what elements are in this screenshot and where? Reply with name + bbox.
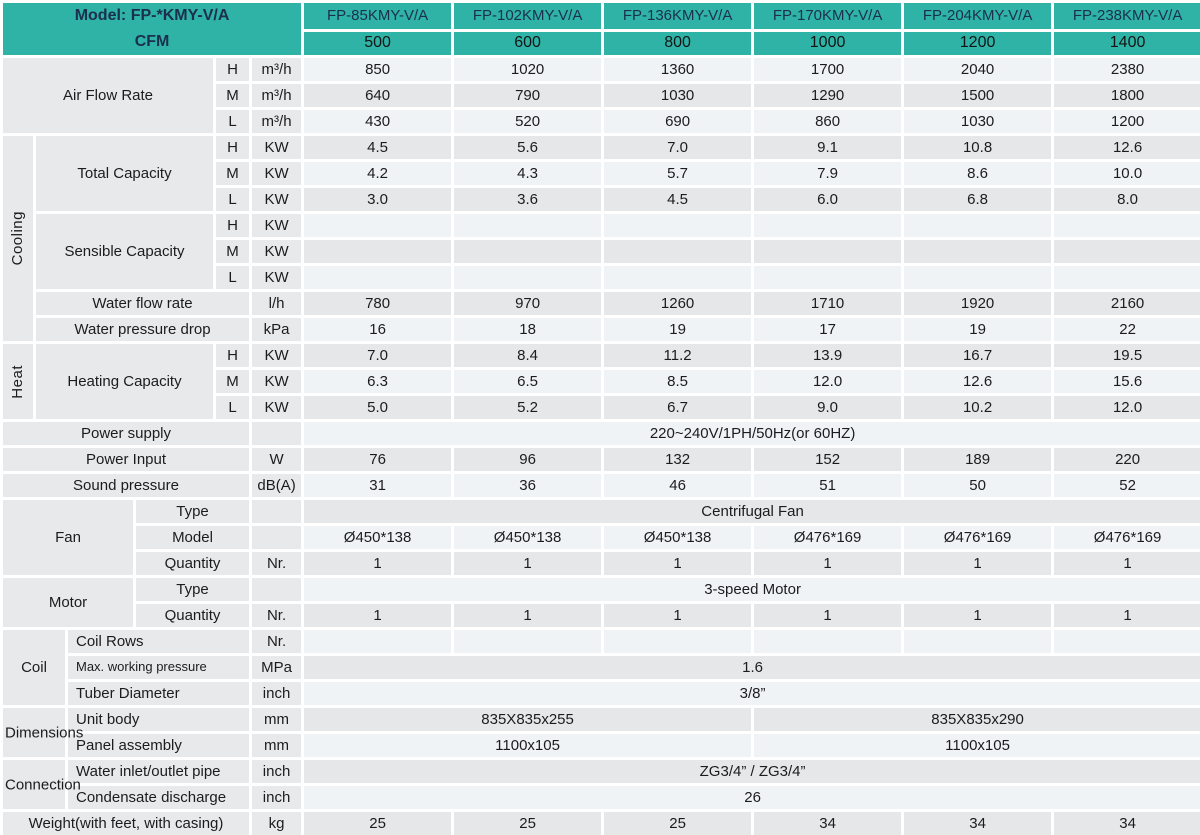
value-cell: 6.3 (303, 369, 453, 395)
value-cell (903, 265, 1053, 291)
value-cell: 1360 (603, 57, 753, 83)
value-cell: 1 (603, 551, 753, 577)
spec-table-body (2, 2, 1200, 835)
row-total-capacity-h (2, 135, 1200, 161)
value-cell: 8.5 (603, 369, 753, 395)
value-cell: 2160 (1053, 291, 1200, 317)
value-cell: 2380 (1053, 57, 1200, 83)
value-cell: 25 (303, 811, 453, 835)
value-cell: 5.6 (453, 135, 603, 161)
speed-label: H (215, 57, 251, 83)
value-cell: 16.7 (903, 343, 1053, 369)
value-cell: 4.5 (303, 135, 453, 161)
category-label-cooling-text: Cooling (9, 211, 27, 266)
value-cell: 1710 (753, 291, 903, 317)
unit-body-value-large: 835X835x290 (753, 707, 1200, 733)
value-cell: 1020 (453, 57, 603, 83)
value-cell: Ø476*169 (753, 525, 903, 551)
value-cell: 8.0 (1053, 187, 1200, 213)
unit-label: mm (251, 707, 303, 733)
unit-label: m³/h (251, 83, 303, 109)
value-cell: 189 (903, 447, 1053, 473)
value-cell (303, 265, 453, 291)
value-cell (453, 265, 603, 291)
value-cell: 10.8 (903, 135, 1053, 161)
speed-label: M (215, 369, 251, 395)
fan-type-value: Centrifugal Fan (303, 499, 1200, 525)
sub-label: Type (135, 499, 251, 525)
value-cell (903, 239, 1053, 265)
value-cell: 1700 (753, 57, 903, 83)
value-cell: 9.0 (753, 395, 903, 421)
value-cell: 10.2 (903, 395, 1053, 421)
value-cell: 15.6 (1053, 369, 1200, 395)
value-cell: 640 (303, 83, 453, 109)
cfm-value: 600 (453, 30, 603, 56)
row-fan-quantity (2, 551, 1200, 577)
max-working-pressure-value: 1.6 (303, 655, 1200, 681)
value-cell: 1 (1053, 551, 1200, 577)
power-supply-value: 220~240V/1PH/50Hz(or 60HZ) (303, 421, 1200, 447)
value-cell: 152 (753, 447, 903, 473)
value-cell: 1920 (903, 291, 1053, 317)
value-cell (303, 629, 453, 655)
value-cell: 1 (903, 551, 1053, 577)
value-cell (753, 265, 903, 291)
unit-label: KW (251, 213, 303, 239)
row-label-panel-assembly: Panel assembly (67, 733, 251, 759)
row-label-power-input: Power Input (2, 447, 251, 473)
row-heating-capacity-h (2, 343, 1200, 369)
row-label-air-flow-rate: Air Flow Rate (2, 57, 215, 135)
row-fan-type (2, 499, 1200, 525)
value-cell: 1 (603, 603, 753, 629)
category-label-cooling (2, 135, 35, 343)
value-cell (603, 213, 753, 239)
value-cell: 22 (1053, 317, 1200, 343)
model-header-fp170: FP-170KMY-V/A (753, 2, 903, 31)
value-cell: 8.4 (453, 343, 603, 369)
panel-assembly-value-small: 1100x105 (303, 733, 753, 759)
value-cell: 19 (603, 317, 753, 343)
value-cell: 9.1 (753, 135, 903, 161)
model-series-title: Model: FP-*KMY-V/A (74, 7, 230, 24)
row-label-heating-capacity: Heating Capacity (35, 343, 215, 421)
value-cell: 690 (603, 109, 753, 135)
value-cell: 5.7 (603, 161, 753, 187)
cfm-value: 800 (603, 30, 753, 56)
row-label-max-working-pressure: Max. working pressure (67, 655, 251, 681)
value-cell (1053, 629, 1200, 655)
value-cell: 4.3 (453, 161, 603, 187)
row-sound-pressure (2, 473, 1200, 499)
condensate-discharge-value: 26 (303, 785, 1200, 811)
value-cell (1053, 213, 1200, 239)
model-header-fp204: FP-204KMY-V/A (903, 2, 1053, 31)
row-label-sensible-capacity: Sensible Capacity (35, 213, 215, 291)
row-water-inlet-outlet (2, 759, 1200, 785)
unit-label: KW (251, 343, 303, 369)
value-cell (303, 213, 453, 239)
row-motor-type (2, 577, 1200, 603)
value-cell: 19.5 (1053, 343, 1200, 369)
value-cell: Ø450*138 (303, 525, 453, 551)
row-weight (2, 811, 1200, 835)
group-label-connection (2, 759, 81, 811)
unit-label: dB(A) (251, 473, 303, 499)
value-cell: 520 (453, 109, 603, 135)
value-cell (303, 239, 453, 265)
sub-label: Quantity (135, 603, 251, 629)
value-cell: 46 (603, 473, 753, 499)
value-cell (903, 629, 1053, 655)
unit-label: KW (251, 135, 303, 161)
value-cell: 34 (903, 811, 1053, 835)
speed-label: M (215, 161, 251, 187)
unit-label: l/h (251, 291, 303, 317)
unit-label: KW (251, 161, 303, 187)
row-label-water-flow-rate: Water flow rate (35, 291, 251, 317)
row-motor-quantity (2, 603, 1200, 629)
unit-label: W (251, 447, 303, 473)
value-cell: 1 (903, 603, 1053, 629)
model-header-fp102: FP-102KMY-V/A (453, 2, 603, 31)
category-label-heat (2, 343, 35, 421)
speed-label: H (215, 343, 251, 369)
unit-label: inch (251, 785, 303, 811)
value-cell: 96 (453, 447, 603, 473)
value-cell: 5.2 (453, 395, 603, 421)
unit-label: KW (251, 369, 303, 395)
value-cell: 780 (303, 291, 453, 317)
value-cell: Ø476*169 (1053, 525, 1200, 551)
row-label-water-pressure-drop: Water pressure drop (35, 317, 251, 343)
value-cell: 5.0 (303, 395, 453, 421)
row-label-condensate-discharge: Condensate discharge (67, 785, 251, 811)
value-cell: 7.0 (603, 135, 753, 161)
row-label-unit-body: Unit body (67, 707, 251, 733)
value-cell: 6.7 (603, 395, 753, 421)
model-header-fp136: FP-136KMY-V/A (603, 2, 753, 31)
value-cell: 220 (1053, 447, 1200, 473)
row-water-pressure-drop (2, 317, 1200, 343)
row-label-sound-pressure: Sound pressure (2, 473, 251, 499)
value-cell: 4.2 (303, 161, 453, 187)
value-cell: 1030 (903, 109, 1053, 135)
unit-label (251, 499, 303, 525)
speed-label: L (215, 395, 251, 421)
unit-label (251, 577, 303, 603)
cfm-value: 1400 (1053, 30, 1200, 56)
value-cell: 50 (903, 473, 1053, 499)
row-label-tuber-diameter: Tuber Diameter (67, 681, 251, 707)
row-label-weight: Weight(with feet, with casing) (2, 811, 251, 835)
unit-label: inch (251, 681, 303, 707)
row-sensible-capacity-h (2, 213, 1200, 239)
unit-label: m³/h (251, 109, 303, 135)
value-cell: 4.5 (603, 187, 753, 213)
value-cell: 52 (1053, 473, 1200, 499)
value-cell: 3.0 (303, 187, 453, 213)
unit-label: KW (251, 395, 303, 421)
value-cell: 1 (303, 551, 453, 577)
value-cell (753, 629, 903, 655)
unit-label (251, 525, 303, 551)
panel-assembly-value-large: 1100x105 (753, 733, 1200, 759)
cfm-value: 500 (303, 30, 453, 56)
value-cell: 1 (453, 603, 603, 629)
value-cell: 8.6 (903, 161, 1053, 187)
value-cell (603, 239, 753, 265)
value-cell: 76 (303, 447, 453, 473)
value-cell: 3.6 (453, 187, 603, 213)
value-cell: 1 (303, 603, 453, 629)
value-cell (1053, 265, 1200, 291)
value-cell (753, 213, 903, 239)
sub-label: Model (135, 525, 251, 551)
cfm-value: 1000 (753, 30, 903, 56)
unit-label: kPa (251, 317, 303, 343)
value-cell: 6.8 (903, 187, 1053, 213)
value-cell: 1 (753, 551, 903, 577)
speed-label: H (215, 213, 251, 239)
unit-label: kg (251, 811, 303, 835)
row-unit-body (2, 707, 1200, 733)
value-cell: 36 (453, 473, 603, 499)
value-cell: 17 (753, 317, 903, 343)
row-condensate-discharge (2, 785, 1200, 811)
value-cell (1053, 239, 1200, 265)
value-cell (753, 239, 903, 265)
cfm-title: CFM (134, 33, 170, 50)
row-label-coil-rows: Coil Rows (67, 629, 251, 655)
value-cell: 6.0 (753, 187, 903, 213)
row-air-flow-h (2, 57, 1200, 83)
category-label-heat-text: Heat (9, 364, 27, 399)
value-cell: 1500 (903, 83, 1053, 109)
value-cell: 850 (303, 57, 453, 83)
water-pipe-value: ZG3/4” / ZG3/4” (303, 759, 1200, 785)
row-label-water-inlet-outlet-pipe: Water inlet/outlet pipe (67, 759, 251, 785)
value-cell: 790 (453, 83, 603, 109)
model-header-fp238: FP-238KMY-V/A (1053, 2, 1200, 31)
value-cell: 1260 (603, 291, 753, 317)
value-cell: 1 (453, 551, 603, 577)
value-cell (453, 239, 603, 265)
value-cell (603, 629, 753, 655)
value-cell: 132 (603, 447, 753, 473)
value-cell: 34 (753, 811, 903, 835)
value-cell: 1200 (1053, 109, 1200, 135)
unit-label: inch (251, 759, 303, 785)
value-cell: 1800 (1053, 83, 1200, 109)
unit-label: mm (251, 733, 303, 759)
value-cell: 51 (753, 473, 903, 499)
value-cell: 6.5 (453, 369, 603, 395)
value-cell: 31 (303, 473, 453, 499)
model-header-fp85: FP-85KMY-V/A (303, 2, 453, 31)
value-cell: 7.0 (303, 343, 453, 369)
unit-label: MPa (251, 655, 303, 681)
speed-label: M (215, 239, 251, 265)
value-cell: 1030 (603, 83, 753, 109)
row-max-working-pressure (2, 655, 1200, 681)
corner-header (2, 2, 303, 57)
group-label-dimensions-text: Dimensions (5, 723, 84, 741)
tuber-diameter-value: 3/8” (303, 681, 1200, 707)
row-label-total-capacity: Total Capacity (35, 135, 215, 213)
row-water-flow-rate (2, 291, 1200, 317)
value-cell: 25 (603, 811, 753, 835)
value-cell: 10.0 (1053, 161, 1200, 187)
value-cell: 12.6 (903, 369, 1053, 395)
speed-label: M (215, 83, 251, 109)
row-fan-model (2, 525, 1200, 551)
value-cell: 860 (753, 109, 903, 135)
row-panel-assembly (2, 733, 1200, 759)
value-cell: 2040 (903, 57, 1053, 83)
value-cell (903, 213, 1053, 239)
unit-label: Nr. (251, 629, 303, 655)
unit-body-value-small: 835X835x255 (303, 707, 753, 733)
row-label-power-supply: Power supply (2, 421, 251, 447)
value-cell (603, 265, 753, 291)
value-cell: 7.9 (753, 161, 903, 187)
value-cell: 34 (1053, 811, 1200, 835)
group-label-motor: Motor (2, 577, 135, 629)
value-cell (453, 629, 603, 655)
value-cell: 1 (753, 603, 903, 629)
row-coil-rows (2, 629, 1200, 655)
group-label-connection-text: Connection (5, 775, 81, 793)
speed-label: L (215, 109, 251, 135)
header-row-models (2, 2, 1200, 31)
motor-type-value: 3-speed Motor (303, 577, 1200, 603)
value-cell: Ø450*138 (453, 525, 603, 551)
speed-label: H (215, 135, 251, 161)
value-cell (453, 213, 603, 239)
value-cell: 430 (303, 109, 453, 135)
group-label-fan: Fan (2, 499, 135, 577)
unit-label: Nr. (251, 551, 303, 577)
value-cell: 18 (453, 317, 603, 343)
group-label-coil: Coil (2, 629, 67, 707)
speed-label: L (215, 265, 251, 291)
row-power-input (2, 447, 1200, 473)
unit-label: KW (251, 187, 303, 213)
row-tuber-diameter (2, 681, 1200, 707)
sub-label: Quantity (135, 551, 251, 577)
value-cell: 970 (453, 291, 603, 317)
value-cell: 12.0 (753, 369, 903, 395)
value-cell: 1290 (753, 83, 903, 109)
value-cell: Ø450*138 (603, 525, 753, 551)
group-label-dimensions (2, 707, 84, 759)
value-cell: Ø476*169 (903, 525, 1053, 551)
unit-label (251, 421, 303, 447)
sub-label: Type (135, 577, 251, 603)
cfm-value: 1200 (903, 30, 1053, 56)
value-cell: 16 (303, 317, 453, 343)
value-cell: 12.6 (1053, 135, 1200, 161)
unit-label: m³/h (251, 57, 303, 83)
speed-label: L (215, 187, 251, 213)
value-cell: 19 (903, 317, 1053, 343)
row-power-supply (2, 421, 1200, 447)
value-cell: 25 (453, 811, 603, 835)
value-cell: 12.0 (1053, 395, 1200, 421)
unit-label: KW (251, 265, 303, 291)
value-cell: 1 (1053, 603, 1200, 629)
value-cell: 11.2 (603, 343, 753, 369)
unit-label: Nr. (251, 603, 303, 629)
value-cell: 13.9 (753, 343, 903, 369)
unit-label: KW (251, 239, 303, 265)
